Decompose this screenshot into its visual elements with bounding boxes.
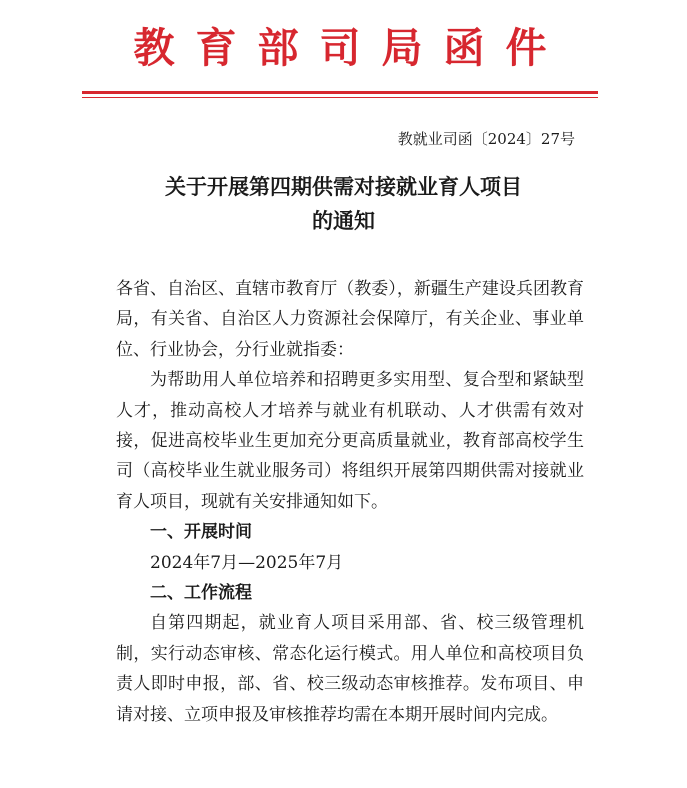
intro-paragraph: 为帮助用人单位培养和招聘更多实用型、复合型和紧缺型人才，推动高校人才培养与就业有机联动、人才供需有效对接，促进高校毕业生更加充分更高质量就业，教育部高校学生司（高校毕业生就业服务司）将组织开展第四期供需对接就业育人项目，现就有关安排通知如下。 bbox=[116, 370, 584, 512]
section-heading-process: 二、工作流程 bbox=[150, 583, 252, 604]
masthead-title: 教育部司局函件 bbox=[133, 24, 568, 72]
masthead-rule-thick bbox=[82, 91, 598, 94]
section-text-time: 2024年7月—2025年7月 bbox=[150, 552, 344, 573]
document-title-line-1: 关于开展第四期供需对接就业育人项目 bbox=[165, 175, 522, 199]
addressee: 各省、自治区、直辖市教育厅（教委），新疆生产建设兵团教育局，有关省、自治区人力资源社会保障厅，有关企业、事业单位、行业协会，分行业就指委： bbox=[116, 279, 584, 360]
document-title-line-2: 的通知 bbox=[312, 209, 375, 233]
document-number: 教就业司函〔2024〕27号 bbox=[397, 130, 575, 148]
document-body bbox=[116, 274, 584, 730]
section-text-process: 自第四期起，就业育人项目采用部、省、校三级管理机制，实行动态审核、常态化运行模式。用人单位和高校项目负责人即时申报，部、省、校三级动态审核推荐。发布项目、申请对接、立项申报及审核推荐均需在本期开展时间内完成。 bbox=[116, 613, 584, 725]
section-heading-time: 一、开展时间 bbox=[150, 522, 252, 543]
masthead-rule-thin bbox=[82, 97, 598, 98]
